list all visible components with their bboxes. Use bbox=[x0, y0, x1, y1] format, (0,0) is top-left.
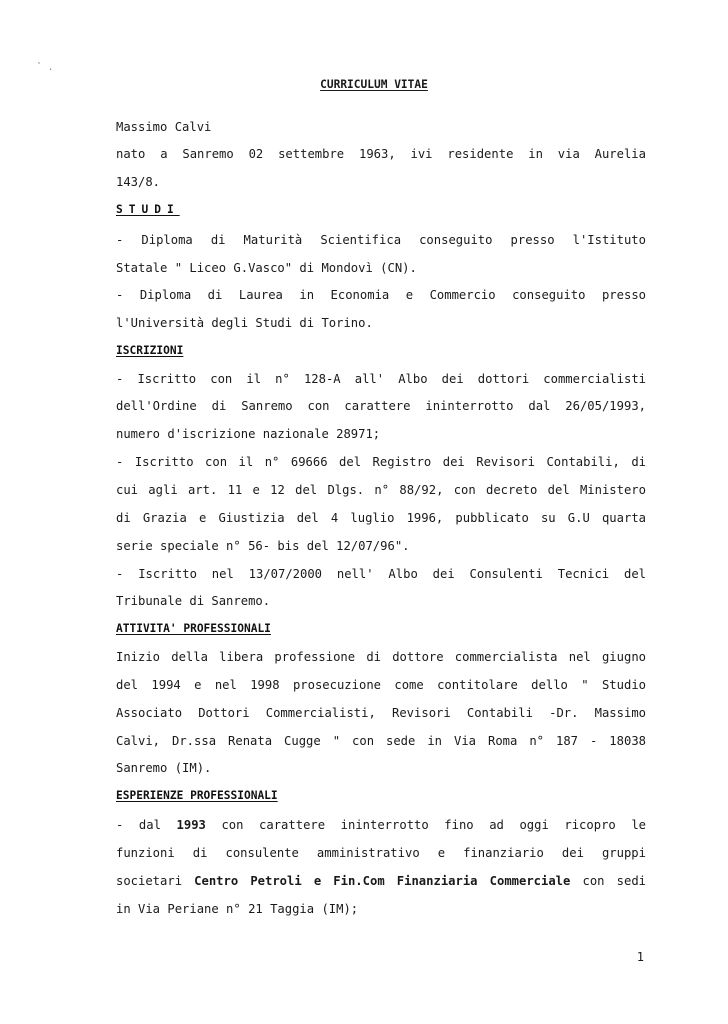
attivita-line: del 1994 e nel 1998 prosecuzione come contitolare dello " Studio bbox=[116, 678, 646, 692]
iscrizioni-line: di Grazia e Giustizia del 4 luglio 1996, pubblicato su G.U quarta bbox=[116, 511, 646, 525]
scan-mark: ‧ ‧ bbox=[34, 58, 56, 77]
studi-line: l'Università degli Studi di Torino. bbox=[116, 316, 373, 330]
attivita-line: Calvi, Dr.ssa Renata Cugge " con sede in Via Roma n° 187 - 18038 bbox=[116, 734, 646, 748]
section-heading-studi: STUDI bbox=[116, 203, 180, 216]
iscrizioni-line: cui agli art. 11 e 12 del Dlgs. n° 88/92, con decreto del Ministero bbox=[116, 483, 646, 497]
esperienze-text: societari bbox=[116, 874, 195, 888]
iscrizioni-line: numero d'iscrizione nazionale 28971; bbox=[116, 427, 381, 441]
birth-residence-line: nato a Sanremo 02 settembre 1963, ivi residente in via Aurelia bbox=[116, 147, 646, 161]
attivita-line: Associato Dottori Commercialisti, Revisori Contabili -Dr. Massimo bbox=[116, 706, 646, 720]
esperienze-company: Centro Petroli e Fin.Com Finanziaria Commerciale bbox=[194, 874, 571, 888]
esperienze-line bbox=[116, 873, 646, 889]
section-heading-esperienze: ESPERIENZE PROFESSIONALI bbox=[116, 789, 278, 802]
esperienze-text: con sedi bbox=[570, 874, 646, 888]
esperienze-year: 1993 bbox=[176, 818, 206, 832]
esperienze-line bbox=[116, 817, 646, 833]
section-heading-iscrizioni: ISCRIZIONI bbox=[116, 344, 184, 357]
esperienze-text: - dal bbox=[116, 818, 177, 832]
esperienze-line: in Via Periane n° 21 Taggia (IM); bbox=[116, 902, 359, 916]
attivita-line: Inizio della libera professione di dottore commercialista nel giugno bbox=[116, 650, 646, 664]
section-heading-attivita: ATTIVITA' PROFESSIONALI bbox=[116, 622, 271, 635]
page-number: 1 bbox=[636, 950, 644, 964]
document-title: CURRICULUM VITAE bbox=[320, 78, 428, 91]
esperienze-line: funzioni di consulente amministrativo e finanziario dei gruppi bbox=[116, 846, 646, 860]
iscrizioni-line: - Iscritto con il n° 69666 del Registro dei Revisori Contabili, di bbox=[116, 455, 646, 469]
studi-line: Statale " Liceo G.Vasco" di Mondovì (CN). bbox=[116, 261, 417, 275]
studi-line: - Diploma di Laurea in Economia e Commercio conseguito presso bbox=[116, 288, 646, 302]
person-name: Massimo Calvi bbox=[116, 120, 212, 134]
attivita-line: Sanremo (IM). bbox=[116, 761, 212, 775]
iscrizioni-line: Tribunale di Sanremo. bbox=[116, 594, 271, 608]
iscrizioni-line: serie speciale n° 56- bis del 12/07/96". bbox=[116, 539, 410, 553]
iscrizioni-line: - Iscritto con il n° 128-A all' Albo dei dottori commercialisti bbox=[116, 372, 646, 386]
studi-line: - Diploma di Maturità Scientifica conseguito presso l'Istituto bbox=[116, 233, 646, 247]
iscrizioni-line: - Iscritto nel 13/07/2000 nell' Albo dei Consulenti Tecnici del bbox=[116, 567, 646, 581]
iscrizioni-line: dell'Ordine di Sanremo con carattere ininterrotto dal 26/05/1993, bbox=[116, 399, 646, 413]
esperienze-text: con carattere ininterrotto fino ad oggi ricopro le bbox=[205, 818, 646, 832]
residence-number-line: 143/8. bbox=[116, 175, 161, 189]
